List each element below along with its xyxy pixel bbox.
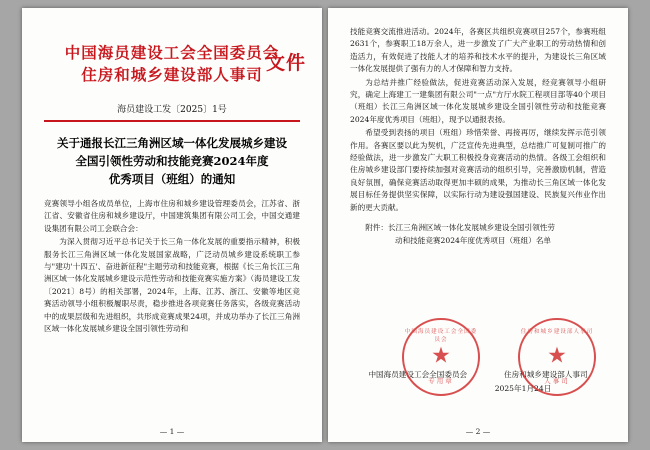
masthead [44,42,306,86]
document-page-left [22,8,322,442]
seal-star-icon: ★ [547,343,567,369]
doc-title-line-2: 全国引领性劳动和技能竞赛2024年度 [75,154,269,168]
masthead-red-rule [44,120,300,122]
paragraph: 希望受到表扬的项目（班组）珍惜荣誉、再接再厉，继续发挥示范引领作用。各赛区要以此为契机，广泛宣传先进典型，总结推广可复制可推广的经验做法，进一步激发广大职工积极投身竞赛活动的热情。各级工会组织和住房城乡建设部门要持续加强对竞赛活动的组织引导，完善激励机制，营造良好氛围，确保竞赛活动取得更加丰硕的成果，为推动长三角区域一体化发展目标任务提供坚实保障，以实际行动为建设强国建设、民族复兴伟业作出新的更大贡献。 [350,128,606,212]
left-body-text [44,198,300,335]
seal-bottom-text: 专用章 [428,377,454,385]
paragraph: 技能竞赛交流推进活动。2024年，各赛区共组织竞赛项目257个，参赛班组2631个，参赛职工18万余人，进一步激发了广大产业职工的劳动热情和创造活力，有效促进了技能人才的培养和技术水平的提升，为建设长三角区域一体化发展提供了强有力的人才保障和智力支持。 [350,27,606,74]
attachment-line-2: 动和技能竞赛2024年度优秀项目（班组）名单 [395,235,552,245]
seal-top-text: 住房和城乡建设部人事司 [520,329,594,335]
page-number-left: — 1 — [159,427,185,436]
paragraph: 竞赛领导小组各成员单位，上海市住房和城乡建设管理委员会，江苏省、浙江省、安徽省住房和城乡建设厅，中国建筑集团有限公司工会，中国交通建设集团有限公司工会联合会： [44,199,300,233]
attachment-label: 附件： [365,223,388,233]
masthead-wenjian: 文件 [265,52,306,74]
document-page-right [328,8,628,442]
signature-date: 2025年1月24日 [494,384,552,393]
doc-title-line-1: 关于通报长江三角洲区域一体化发展城乡建设 [57,136,287,150]
page-number-right: — 2 — [465,427,491,436]
seal-star-icon: ★ [431,343,451,369]
official-seal-icon [402,318,480,396]
seal-bottom-text: 人事司 [544,377,570,385]
signatory-left: 中国海员建设工会全国委员会 [368,370,468,379]
right-body-text [350,26,606,214]
paragraph: 为深入贯彻习近平总书记关于长三角一体化发展的重要指示精神，积极服务长江三角洲区域一体化发展国家战略，广泛动员城乡建设系统职工参与"建功'十四五'、奋进新征程"主题劳动和技能竞赛，根据《长三角长江三角洲区域一体化发展城乡建设示范性劳动和技能竞赛实施方案》（海员建设工发〔2021〕8号）的相关部署，2024年，上海、江苏、浙江、安徽等地区竞赛活动领导小组积极履职尽责，稳步推进各项竞赛任务落实，各级竞赛活动中的成果层级和先进组织，共形成竞赛成果24项，并成功举办了长江三角洲区域一体化发展城乡建设全国引领性劳动和 [44,237,300,334]
seal-top-text: 中国海员建设工会全国委员会 [404,329,478,343]
doc-title-line-3: 优秀项目（班组）的通知 [108,172,236,186]
document-number: 海员建设工发〔2025〕1号 [117,105,227,115]
masthead-line-2-text: 住房和城乡建设部人事司 [81,65,263,84]
attachment-block [350,222,606,247]
attachment-line-1 [350,222,606,234]
signatory-right: 住房和城乡建设部人事司 [504,370,588,379]
paragraph: 为总结并推广经验做法，促进竞赛活动深入发展，经竞赛领导小组研究，确定上海建工一建集团有限公司"一点"方厅水院工程项目部等40个项目（班组）长江三角洲区域一体化发展城乡建设全国引领性劳动和技能竞赛2024年度优秀项目（班组），现予以通报表扬。 [350,77,606,124]
attachment-title-1: 长江三角洲区域一体化发展城乡建设全国引领性劳 [387,223,556,233]
page-title [44,134,300,188]
official-seal-icon [518,318,596,396]
masthead-line-1: 中国海员建设工会全国委员会 [64,43,280,62]
